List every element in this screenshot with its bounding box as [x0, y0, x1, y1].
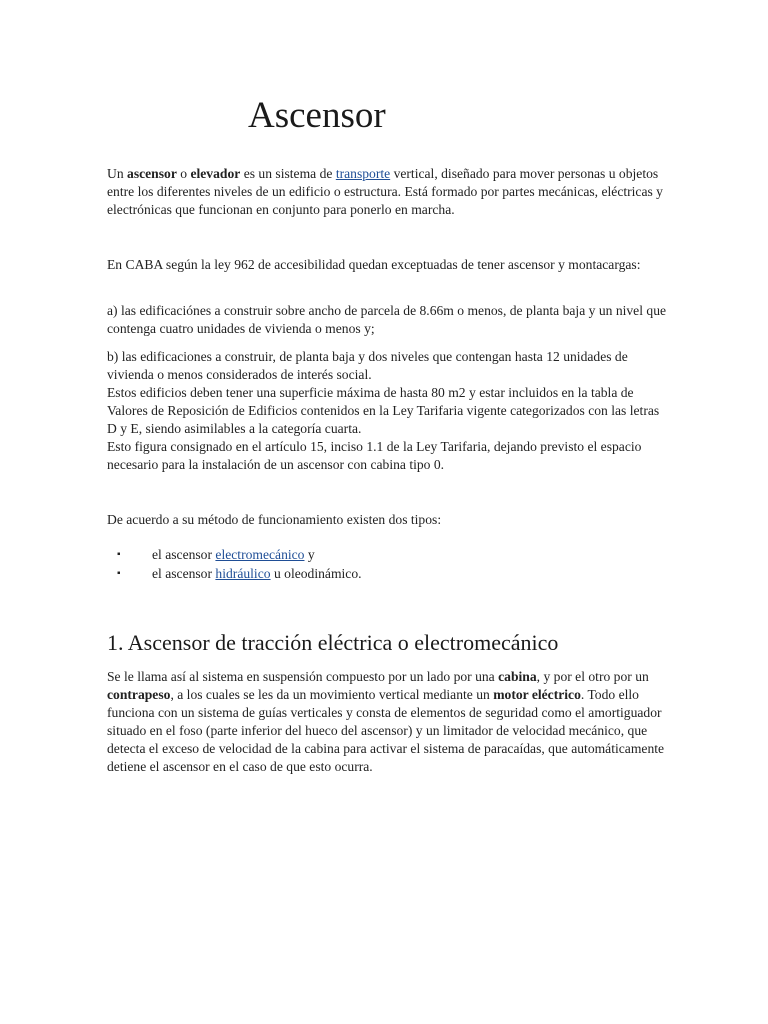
- caba-surface-text: Estos edificios deben tener una superficie máxima de hasta 80 m2 y estar incluidos en la tabla de Valores de Reposición de Edificios contenidos en la Ley Tarifaria vigente categorizados con las letras D y E, siendo asimilables a la categoría cuarta.: [107, 385, 660, 436]
- intro-paragraph: [107, 165, 667, 219]
- list-item-suffix: u oleodinámico.: [270, 566, 362, 581]
- types-list: [107, 545, 362, 583]
- intro-bold-ascensor: ascensor: [127, 166, 177, 181]
- electromecanico-link[interactable]: electromecánico: [215, 547, 305, 562]
- intro-text-1: Un: [107, 166, 128, 181]
- list-item-suffix: y: [304, 547, 315, 562]
- list-item: [107, 564, 362, 583]
- caba-intro-paragraph: [107, 256, 667, 274]
- intro-text-2: o: [176, 166, 191, 181]
- bullet-icon: ▪: [117, 568, 121, 579]
- section1-paragraph: [107, 668, 667, 776]
- types-intro-text: De acuerdo a su método de funcionamiento existen dos tipos:: [107, 512, 442, 527]
- section1-bold-motor: motor eléctrico: [493, 687, 581, 702]
- section1-text-3: , a los cuales se les da un movimiento vertical mediante un: [170, 687, 494, 702]
- bullet-icon: ▪: [117, 549, 121, 560]
- caba-article-text: Esto figura consignado en el artículo 15, inciso 1.1 de la Ley Tarifaria, dejando previsto el espacio necesario para la instalación de un ascensor con cabina tipo 0.: [107, 439, 642, 472]
- section1-bold-contrapeso: contrapeso: [107, 687, 171, 702]
- caba-intro-text: En CABA según la ley 962 de accesibilidad quedan exceptuadas de tener ascensor y montacargas:: [107, 257, 641, 272]
- intro-text-4: vertical, diseñado para mover personas u objetos entre los diferentes niveles de un edificio o estructura. Está formado por partes mecánicas, eléctricas y electrónicas que funcionan en conjunto para ponerlo en marcha.: [107, 166, 663, 217]
- section-heading: 1. Ascensor de tracción eléctrica o electromecánico: [107, 630, 559, 655]
- types-intro: [107, 511, 667, 529]
- intro-bold-elevador: elevador: [190, 166, 241, 181]
- page-title: Ascensor: [248, 95, 386, 136]
- caba-item-a: [107, 302, 667, 338]
- section1-text-2: , y por el otro por un: [536, 669, 649, 684]
- list-item: [107, 545, 362, 564]
- section1-text-1: Se le llama así al sistema en suspensión compuesto por un lado por una: [107, 669, 499, 684]
- hidraulico-link[interactable]: hidráulico: [215, 566, 271, 581]
- transporte-link[interactable]: transporte: [335, 166, 391, 181]
- section1-text-4: . Todo ello funciona con un sistema de guías verticales y consta de elementos de seguridad como el amortiguador situado en el foso (parte inferior del hueco del ascensor) y un limitador de velocidad mecánico, que detecta el exceso de velocidad de la cabina para activar el sistema de paracaídas, que automáticamente detiene el ascensor en el caso de que esto ocurra.: [107, 687, 665, 774]
- section1-bold-cabina: cabina: [498, 669, 537, 684]
- caba-item-b-text: b) las edificaciones a construir, de planta baja y dos niveles que contengan hasta 12 unidades de vivienda o menos considerados de interés social.: [107, 349, 628, 382]
- caba-item-a-text: a) las edificaciónes a construir sobre ancho de parcela de 8.66m o menos, de planta baja y un nivel que contenga cuatro unidades de vivienda o menos y;: [107, 303, 667, 336]
- caba-item-b: [107, 348, 667, 474]
- list-item-text: el ascensor: [152, 547, 216, 562]
- list-item-text: el ascensor: [152, 566, 216, 581]
- intro-text-3: es un sistema de: [240, 166, 336, 181]
